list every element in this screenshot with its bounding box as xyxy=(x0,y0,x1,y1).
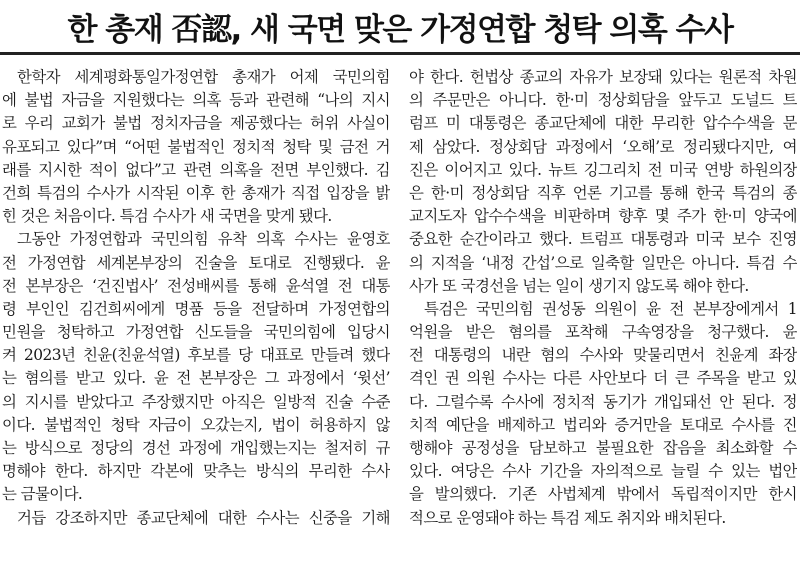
text-line: 거듭 강조하지만 종교단체에 대한 수사는 신중을 기해 xyxy=(17,508,390,527)
text-line: 진은 이어지고 있다. 뉴트 깅그리치 전 미국 연방 하원의장 xyxy=(409,160,797,179)
text-line: 교지도자 압수수색을 비판하며 향후 몇 주가 한·미 양국에 xyxy=(409,207,797,226)
text-line: 는 금물이다. xyxy=(2,485,83,504)
right-column xyxy=(409,66,797,530)
headline-rule xyxy=(0,52,800,55)
text-line: 전 대통령의 내란 혐의 수사와 맞물리면서 친윤계 좌장 xyxy=(409,346,797,365)
text-line: 의 주문만은 아니다. 한·미 정상회담을 앞두고 도널드 트 xyxy=(409,91,797,110)
text-line: 래를 지시한 적이 없다”고 관련 의혹을 전면 부인했다. 김 xyxy=(2,160,390,179)
text-line: 전 가정연합 세계본부장의 진술을 토대로 진행됐다. 윤 xyxy=(2,253,390,272)
text-line: 제 삼았다. 정상회담 과정에서 ‘오해’로 정리됐다지만, 여 xyxy=(409,137,797,156)
text-line: 적으로 운영돼야 하는 특검 제도 취지와 배치된다. xyxy=(409,508,726,527)
text-line: 다. 그럴수록 수사에 정치적 동기가 개입돼선 안 된다. 정 xyxy=(409,392,797,411)
text-line: 사가 또 국경선을 넘는 일이 생기지 않도록 해야 한다. xyxy=(409,276,749,295)
text-line: 켜 2023년 친윤(친윤석열) 후보를 당 대표로 만들려 했다 xyxy=(2,346,390,365)
text-line: 로 우리 교회가 불법 정치자금을 제공했다는 허위 사실이 xyxy=(2,114,390,133)
text-line: 행해야 공정성을 담보하고 불필요한 잡음을 최소화할 수 xyxy=(409,439,797,457)
text-line: 격인 권 의원 수사는 다른 사안보다 더 큰 주목을 받고 있 xyxy=(409,369,797,388)
text-line: 민원을 청탁하고 가정연합 신도들을 국민의힘에 입당시 xyxy=(2,323,390,342)
text-line: 는 혐의를 받고 있다. 윤 전 본부장은 그 과정에서 ‘윗선’ xyxy=(2,369,390,388)
text-line: 치적 예단을 배제하고 법리와 증거만을 토대로 수사를 진 xyxy=(409,415,797,434)
text-line: 특검은 국민의힘 권성동 의원이 윤 전 본부장에게서 1 xyxy=(424,299,797,318)
text-line: 있다. 여당은 수사 기간을 자의적으로 늘릴 수 있는 법안 xyxy=(409,462,797,481)
text-line: 중요한 순간이라고 했다. 트럼프 대통령과 미국 보수 진영 xyxy=(409,230,797,249)
text-line: 럼프 미 대통령은 종교단체에 대한 무리한 압수수색을 문 xyxy=(409,114,797,133)
text-line: 힌 것은 처음이다. 특검 수사가 새 국면을 맞게 됐다. xyxy=(2,207,332,226)
text-line: 전 본부장은 ‘건진법사’ 전성배씨를 통해 윤석열 전 대통 xyxy=(2,276,390,295)
text-line: 한학자 세계평화통일가정연합 총재가 어제 국민의힘 xyxy=(17,68,390,86)
text-line: 야 한다. 헌법상 종교의 자유가 보장돼 있다는 원론적 차원 xyxy=(409,68,797,86)
text-line: 은 한·미 정상회담 직후 언론 기고를 통해 한국 특검의 종 xyxy=(409,183,797,202)
text-line: 는 방식으로 정당의 경선 과정에 개입했는지는 철저히 규 xyxy=(2,439,390,457)
text-line: 억원을 받은 혐의를 포착해 구속영장을 청구했다. 윤 xyxy=(409,323,797,342)
left-column xyxy=(2,66,390,530)
text-line: 령 부인인 김건희씨에게 명품 등을 전달하며 가정연합의 xyxy=(2,299,390,318)
text-line: 유포되고 있다”며 “어떤 불법적인 정치적 청탁 및 금전 거 xyxy=(2,137,390,156)
text-line: 명해야 한다. 하지만 각본에 맞추는 방식의 무리한 수사 xyxy=(2,462,390,481)
text-line: 그동안 가정연합과 국민의힘 유착 의혹 수사는 윤영호 xyxy=(17,230,390,249)
headline: 한 총재 否認, 새 국면 맞은 가정연합 청탁 의혹 수사 xyxy=(67,11,733,48)
text-line: 건희 특검의 수사가 시작된 이후 한 총재가 직접 입장을 밝 xyxy=(2,183,390,202)
text-line: 의 지적을 ‘내정 간섭’으로 일축할 일만은 아니다. 특검 수 xyxy=(409,253,797,272)
text-line: 에 불법 자금을 지원했다는 의혹 등과 관련해 “나의 지시 xyxy=(2,91,390,110)
text-line: 을 발의했다. 기존 사법체계 밖에서 독립적이지만 한시 xyxy=(409,485,797,504)
text-line: 의 지시를 받았다고 주장했지만 아직은 일방적 진술 수준 xyxy=(2,392,390,411)
text-line: 이다. 불법적인 청탁 자금이 오갔는지, 법이 허용하지 않 xyxy=(2,415,390,434)
